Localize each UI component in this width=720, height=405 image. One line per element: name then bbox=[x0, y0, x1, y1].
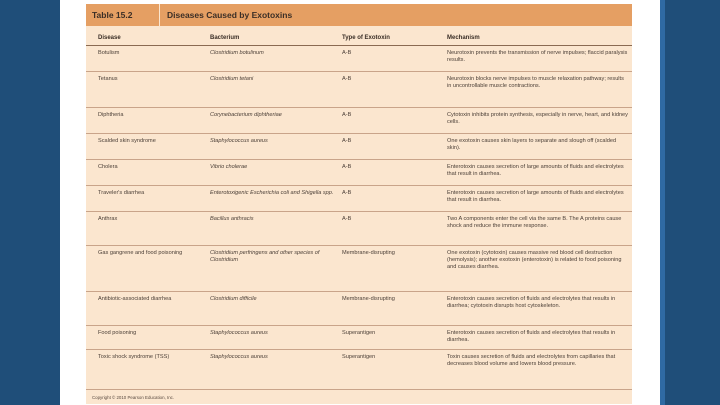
table-title-bar bbox=[86, 4, 632, 26]
right-side-stripe bbox=[660, 0, 665, 405]
mechanism-cell: Enterotoxin causes secretion of large amounts of fluids and electrolytes that result in diarrhea. bbox=[447, 164, 624, 177]
table-row bbox=[86, 160, 632, 186]
table-number: Table 15.2 bbox=[86, 4, 160, 26]
header-exotoxin-type: Type of Exotoxin bbox=[342, 35, 390, 41]
disease-cell: Gas gangrene and food poisoning bbox=[98, 250, 183, 256]
disease-cell: Toxic shock syndrome (TSS) bbox=[98, 354, 170, 360]
mechanism-cell: Toxin causes secretion of fluids and electrolytes from capillaries that decreases blood volume and lowers blood pressure. bbox=[447, 354, 616, 367]
table-row bbox=[86, 134, 632, 160]
disease-cell: Food poisoning bbox=[98, 330, 137, 336]
table-row bbox=[86, 46, 632, 72]
bacterium-cell: Clostridium tetani bbox=[210, 76, 254, 82]
table-title: Diseases Caused by Exotoxins bbox=[167, 10, 293, 20]
bacterium-cell: Clostridium difficile bbox=[210, 296, 257, 302]
header-bacterium: Bacterium bbox=[210, 35, 240, 41]
mechanism-cell: Enterotoxin causes secretion of fluids and electrolytes that results in diarrhea. bbox=[447, 330, 616, 343]
disease-cell: Tetanus bbox=[98, 76, 118, 82]
disease-cell: Diphtheria bbox=[98, 112, 124, 118]
table-row bbox=[86, 108, 632, 134]
bacterium-cell: Staphylococcus aureus bbox=[210, 354, 268, 360]
mechanism-cell: Neurotoxin prevents the transmission of nerve impulses; flaccid paralysis results. bbox=[447, 50, 628, 63]
exotoxin-type-cell: A-B bbox=[342, 164, 352, 170]
table-row bbox=[86, 292, 632, 326]
disease-cell: Traveler's diarrhea bbox=[98, 190, 145, 196]
copyright-notice: Copyright © 2010 Pearson Education, Inc. bbox=[92, 395, 175, 400]
disease-cell: Antibiotic-associated diarrhea bbox=[98, 296, 172, 302]
mechanism-cell: One exotoxin causes skin layers to separate and slough off (scalded skin). bbox=[447, 138, 617, 151]
disease-cell: Anthrax bbox=[98, 216, 118, 222]
table-row bbox=[86, 186, 632, 212]
exotoxin-type-cell: A-B bbox=[342, 76, 352, 82]
mechanism-cell: Neurotoxin blocks nerve impulses to muscle relaxation pathway; results in uncontrollable muscle contractions. bbox=[447, 76, 624, 89]
bacterium-cell: Staphylococcus aureus bbox=[210, 138, 268, 144]
mechanism-cell: Cytotoxin inhibits protein synthesis, especially in nerve, heart, and kidney cells. bbox=[447, 112, 628, 125]
left-side-panel bbox=[0, 0, 60, 405]
bacterium-cell: Bacillus anthracis bbox=[210, 216, 254, 222]
mechanism-cell: One exotoxin (cytotoxin) causes massive red blood cell destruction (hemolysis); another exotoxin (enterotoxin) is related to food poisoning and causes diarrhea. bbox=[447, 250, 622, 270]
exotoxin-type-cell: A-B bbox=[342, 112, 352, 118]
table-row bbox=[86, 326, 632, 350]
disease-cell: Botulism bbox=[98, 50, 120, 56]
table-row bbox=[86, 212, 632, 246]
table-row bbox=[86, 72, 632, 108]
table-document bbox=[86, 4, 632, 404]
mechanism-cell: Two A components enter the cell via the same B. The A proteins cause shock and reduce the immune response. bbox=[447, 216, 622, 229]
bacterium-cell: Clostridium perfringens and other species of Clostridium bbox=[210, 250, 320, 263]
disease-cell: Cholera bbox=[98, 164, 118, 170]
exotoxin-type-cell: A-B bbox=[342, 138, 352, 144]
bacterium-cell: Staphylococcus aureus bbox=[210, 330, 268, 336]
bacterium-cell: Clostridium botulinum bbox=[210, 50, 264, 56]
header-disease: Disease bbox=[98, 35, 121, 41]
exotoxin-type-cell: A-B bbox=[342, 190, 352, 196]
header-mechanism: Mechanism bbox=[447, 35, 480, 41]
right-side-panel bbox=[660, 0, 720, 405]
exotoxin-type-cell: A-B bbox=[342, 216, 352, 222]
mechanism-cell: Enterotoxin causes secretion of fluids and electrolytes that results in diarrhea; cytotoxin disrupts host cytoskeleton. bbox=[447, 296, 616, 309]
disease-cell: Scalded skin syndrome bbox=[98, 138, 156, 144]
exotoxin-type-cell: A-B bbox=[342, 50, 352, 56]
bacterium-cell: Enterotoxigenic Escherichia coli and Shigella spp. bbox=[210, 190, 334, 196]
table-row bbox=[86, 246, 632, 292]
exotoxin-type-cell: Superantigen bbox=[342, 330, 376, 336]
table-row bbox=[86, 350, 632, 390]
exotoxin-type-cell: Membrane-disrupting bbox=[342, 296, 395, 302]
table-header-row bbox=[86, 32, 632, 46]
exotoxin-type-cell: Superantigen bbox=[342, 354, 376, 360]
bacterium-cell: Corynebacterium diphtheriae bbox=[210, 112, 282, 118]
exotoxin-type-cell: Membrane-disrupting bbox=[342, 250, 395, 256]
mechanism-cell: Enterotoxin causes secretion of large amounts of fluids and electrolytes that result in diarrhea. bbox=[447, 190, 624, 203]
bacterium-cell: Vibrio cholerae bbox=[210, 164, 248, 170]
